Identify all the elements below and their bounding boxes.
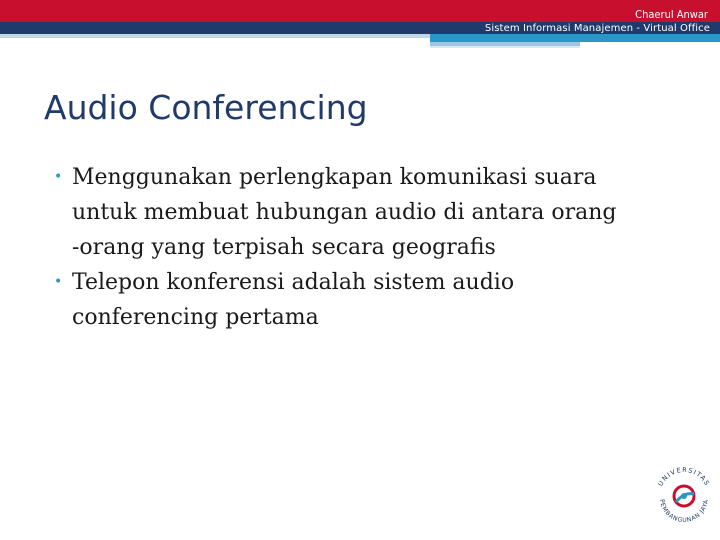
list-item — [52, 265, 692, 335]
course-subtitle: Sistem Informasi Manajemen - Virtual Office — [484, 23, 710, 34]
bullet-line: -orang yang terpisah secara geografis — [72, 235, 496, 260]
bullet-line: Telepon konferensi adalah sistem audio — [72, 270, 515, 295]
author-name: Chaerul Anwar — [635, 8, 708, 21]
bullet-list — [52, 160, 692, 335]
header-red-bar — [0, 0, 720, 22]
bullet-line: Menggunakan perlengkapan komunikasi suara — [72, 165, 597, 190]
bullet-line: conferencing pertama — [72, 305, 319, 330]
slide-title: Audio Conferencing — [44, 88, 368, 127]
header-light-blue-bar — [0, 34, 430, 38]
bullet-icon: • — [54, 169, 63, 185]
bullet-icon: • — [54, 274, 63, 290]
bullet-line: untuk membuat hubungan audio di antara orang — [72, 200, 617, 225]
university-logo-icon — [648, 458, 720, 530]
svg-text:UNIVERSITAS: UNIVERSITAS — [656, 465, 712, 488]
header-accent-bar-thin — [430, 46, 580, 48]
list-item — [52, 160, 692, 265]
svg-text:PEMBANGUNAN JAYA: PEMBANGUNAN JAYA — [657, 498, 711, 525]
header-blue-bar — [430, 34, 720, 42]
